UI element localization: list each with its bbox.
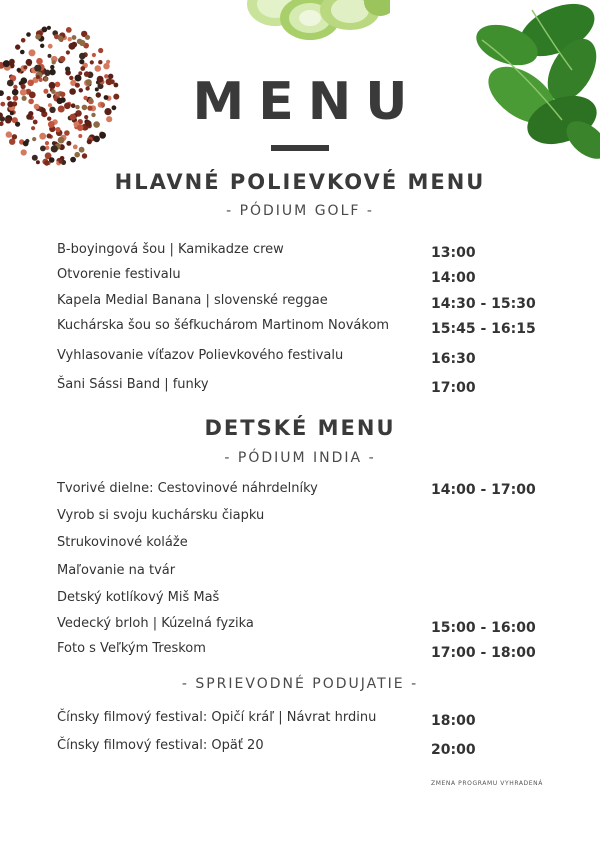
main-item-time: 16:30 bbox=[431, 351, 476, 367]
side-item-name: Čínsky filmový festival: Opäť 20 bbox=[57, 738, 264, 753]
kids-item-name: Foto s Veľkým Treskom bbox=[57, 641, 206, 656]
kids-item-name: Vyrob si svoju kuchársku čiapku bbox=[57, 508, 265, 523]
main-item-name: Vyhlasovanie víťazov Polievkového festivalu bbox=[57, 348, 344, 363]
main-menu-heading: HLAVNÉ POLIEVKOVÉ MENU bbox=[114, 170, 486, 194]
kids-menu-heading: DETSKÉ MENU bbox=[204, 416, 396, 440]
main-item-name: Otvorenie festivalu bbox=[57, 267, 181, 282]
main-item-time: 14:30 - 15:30 bbox=[431, 296, 536, 312]
main-menu-stage: - PÓDIUM GOLF - bbox=[226, 203, 374, 219]
main-item-name: Šani Sássi Band | funky bbox=[57, 377, 209, 392]
kids-item-name: Maľovanie na tvár bbox=[57, 563, 176, 578]
page-title: MENU bbox=[192, 72, 422, 132]
title-underline bbox=[271, 145, 329, 151]
kids-item-name: Detský kotlíkový Miš Maš bbox=[57, 590, 220, 605]
leek-slices-image bbox=[240, 0, 390, 50]
main-item-time: 13:00 bbox=[431, 245, 476, 261]
main-item-name: Kapela Medial Banana | slovenské reggae bbox=[57, 293, 328, 308]
kids-item-time: 17:00 - 18:00 bbox=[431, 645, 536, 661]
main-item-time: 17:00 bbox=[431, 380, 476, 396]
main-item-time: 14:00 bbox=[431, 270, 476, 286]
kids-item-name: Tvorivé dielne: Cestovinové náhrdelníky bbox=[57, 481, 318, 496]
kids-item-time: 14:00 - 17:00 bbox=[431, 482, 536, 498]
main-item-name: Kuchárska šou so šéfkuchárom Martinom Novákom bbox=[57, 318, 390, 333]
kids-item-name: Strukovinové koláže bbox=[57, 535, 188, 550]
side-program-heading: - SPRIEVODNÉ PODUJATIE - bbox=[181, 676, 419, 692]
program-change-note: ZMENA PROGRAMU VYHRADENÁ bbox=[431, 780, 543, 787]
side-item-time: 18:00 bbox=[431, 713, 476, 729]
side-item-name: Čínsky filmový festival: Opičí kráľ | Návrat hrdinu bbox=[57, 710, 377, 725]
main-item-time: 15:45 - 16:15 bbox=[431, 321, 536, 337]
kids-menu-stage: - PÓDIUM INDIA - bbox=[224, 450, 376, 466]
side-item-time: 20:00 bbox=[431, 742, 476, 758]
kids-item-time: 15:00 - 16:00 bbox=[431, 620, 536, 636]
kids-item-name: Vedecký brloh | Kúzelná fyzika bbox=[57, 616, 254, 631]
main-item-name: B-boyingová šou | Kamikadze crew bbox=[57, 242, 284, 257]
